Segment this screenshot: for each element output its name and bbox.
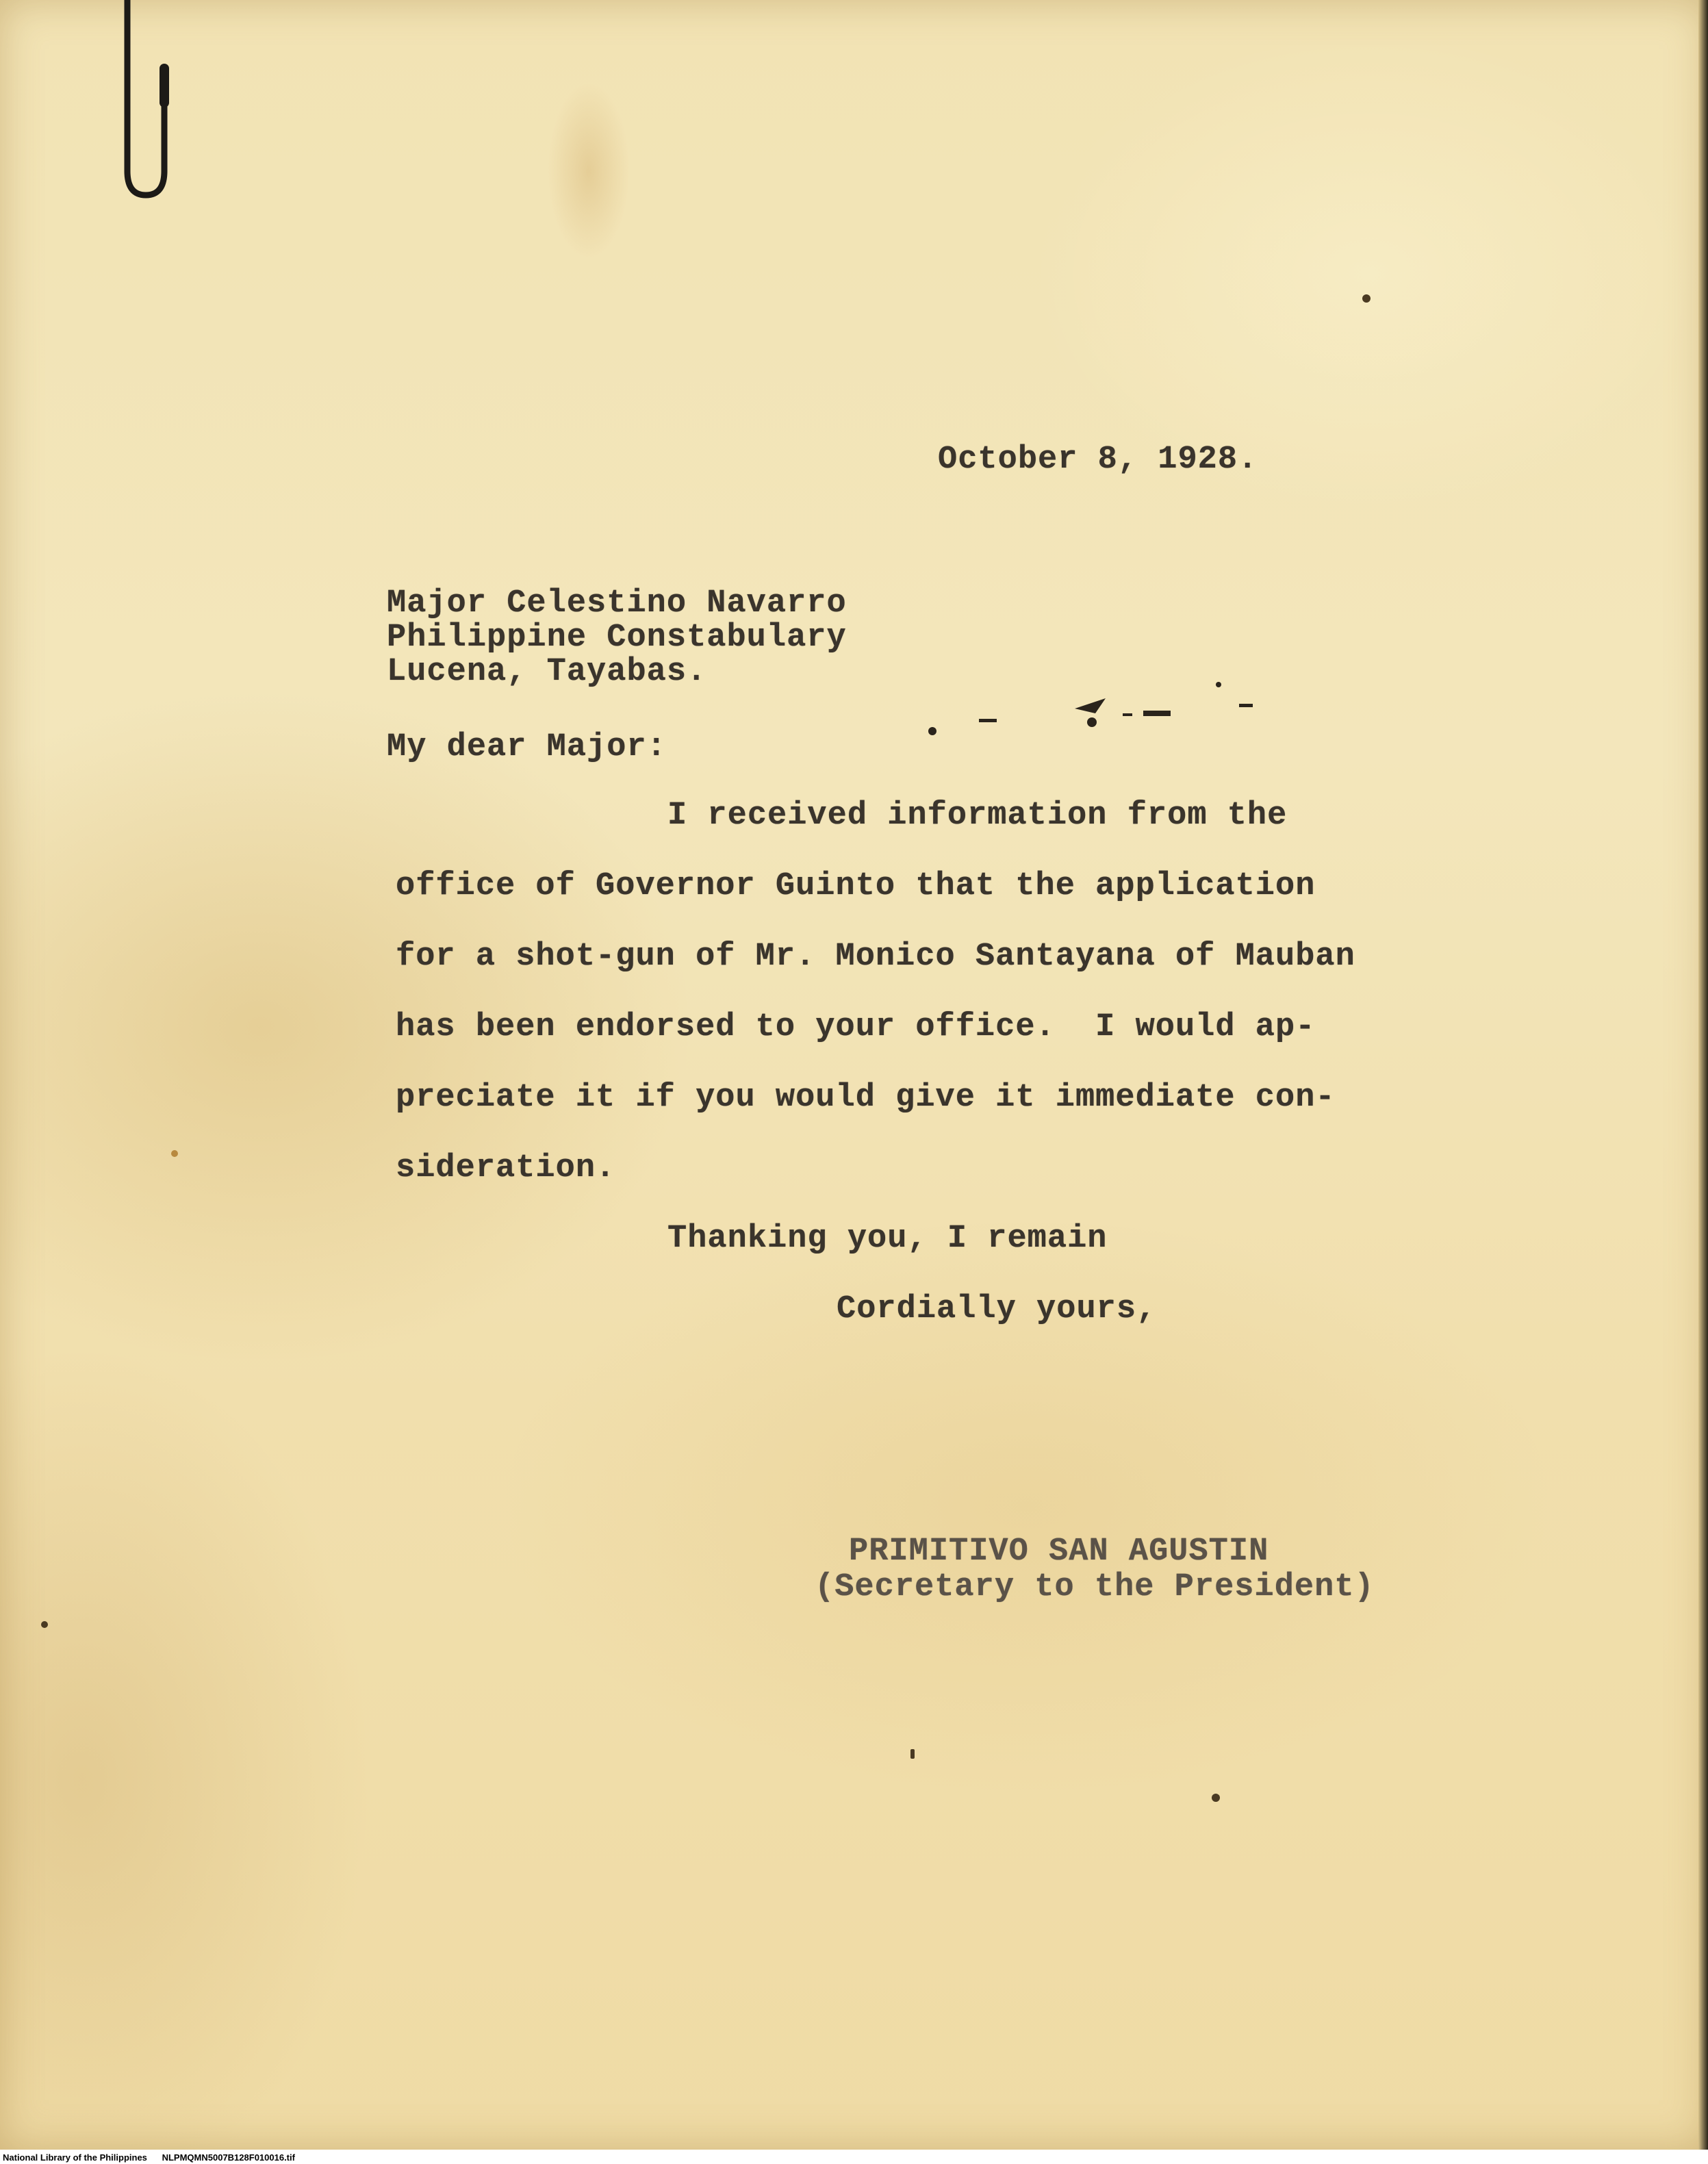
- paper-speck: [910, 1749, 915, 1759]
- recipient-name: Major Celestino Navarro: [387, 585, 847, 622]
- body-line-3: for a shot-gun of Mr. Monico Santayana of Mauban: [396, 939, 1355, 975]
- paper-stain: [548, 82, 630, 260]
- body-line-1: I received information from the: [667, 798, 1288, 834]
- letter-date: October 8, 1928.: [938, 442, 1258, 478]
- salutation: My dear Major:: [387, 729, 667, 765]
- ink-smudge: [917, 671, 1273, 746]
- scan-edge: [1698, 0, 1708, 2150]
- signatory-name: PRIMITIVO SAN AGUSTIN: [849, 1533, 1269, 1570]
- paper-speck: [41, 1621, 48, 1628]
- body-line-6: sideration.: [396, 1150, 616, 1186]
- body-line-5: preciate it if you would give it immediate con-: [396, 1080, 1336, 1116]
- paper-speck: [1362, 294, 1371, 303]
- closing-line: Thanking you, I remain: [667, 1221, 1108, 1257]
- recipient-organization: Philippine Constabulary: [387, 620, 847, 656]
- body-line-4: has been endorsed to your office. I would ap-: [396, 1009, 1316, 1045]
- paper-speck: [171, 1150, 178, 1157]
- recipient-location: Lucena, Tayabas.: [387, 654, 707, 690]
- paper-speck: [1212, 1794, 1220, 1802]
- footer-filename: NLPMQMN5007B128F010016.tif: [162, 2152, 295, 2163]
- footer-archive: National Library of the Philippines: [3, 2152, 147, 2163]
- paper-clip-icon: [115, 0, 190, 205]
- body-line-2: office of Governor Guinto that the application: [396, 868, 1316, 904]
- footer-archive-label: [3, 2152, 295, 2163]
- signatory-title: (Secretary to the President): [815, 1569, 1375, 1605]
- complimentary-close: Cordially yours,: [837, 1291, 1157, 1327]
